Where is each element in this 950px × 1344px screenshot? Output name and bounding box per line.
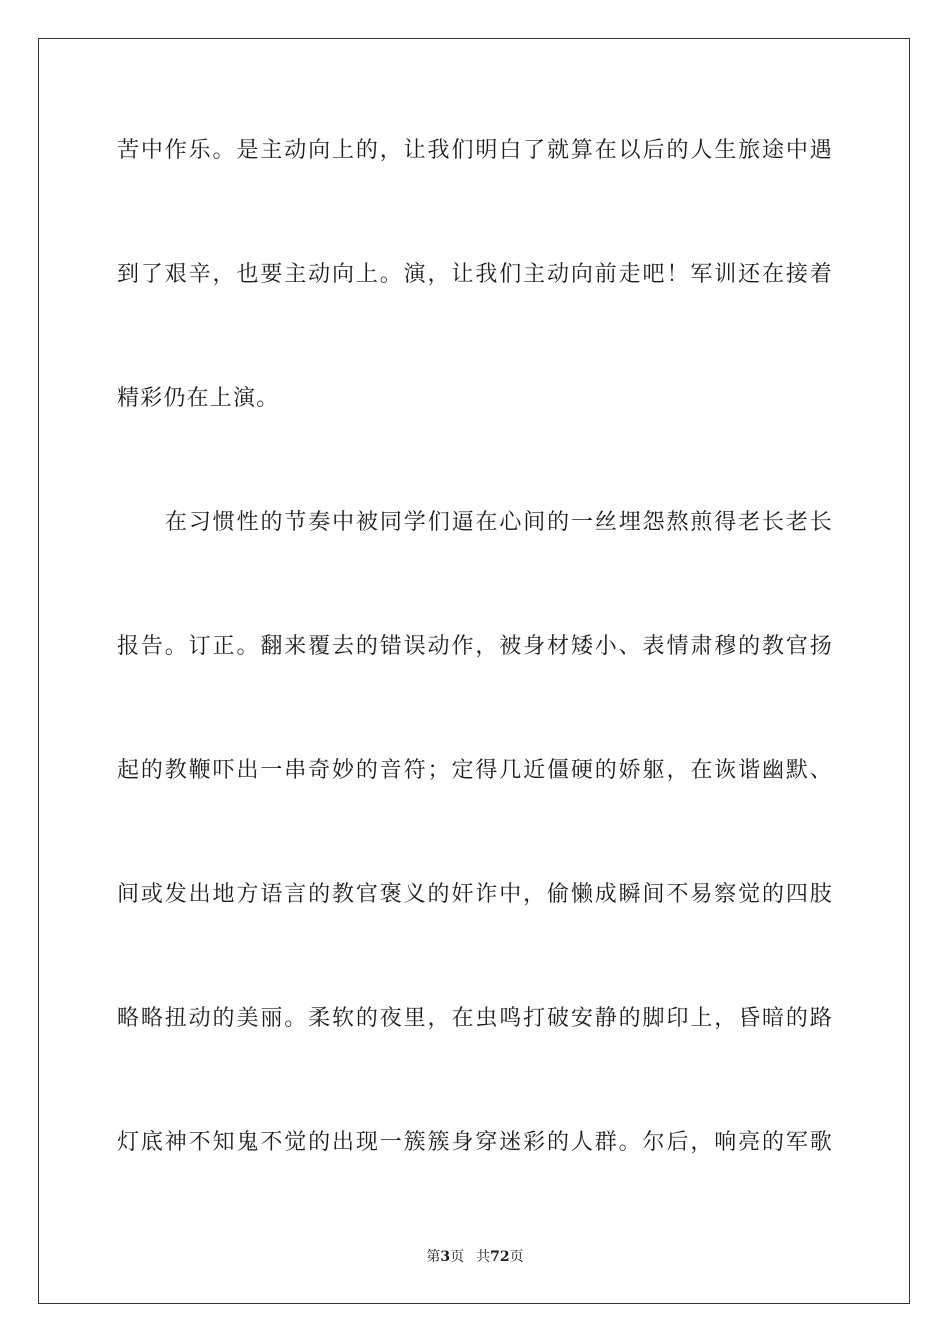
body-text-line: 在习惯性的节奏中被同学们逼在心间的一丝埋怨熬煎得老长老长 xyxy=(165,510,833,535)
body-text-line: 苦中作乐。是主动向上的，让我们明白了就算在以后的人生旅途中遇 xyxy=(117,138,833,163)
total-suffix: 页 xyxy=(509,1249,524,1265)
body-text-line: 精彩仍在上演。 xyxy=(117,386,280,411)
total-pages: 72 xyxy=(490,1249,510,1265)
body-text-line: 起的教鞭吓出一串奇妙的音符；定得几近僵硬的娇躯，在诙谐幽默、 xyxy=(117,758,833,783)
body-text-line: 灯底神不知鬼不觉的出现一簇簇身穿迷彩的人群。尔后，响亮的军歌 xyxy=(117,1130,833,1155)
page-footer xyxy=(0,1247,950,1267)
page-suffix: 页 xyxy=(450,1249,465,1265)
page-prefix: 第 xyxy=(426,1249,441,1265)
total-prefix: 共 xyxy=(476,1249,491,1265)
body-text-line: 到了艰辛，也要主动向上。演，让我们主动向前走吧！军训还在接着 xyxy=(117,262,833,287)
page-border xyxy=(38,38,910,1304)
page-number: 3 xyxy=(440,1249,451,1265)
body-text-line: 报告。订正。翻来覆去的错误动作，被身材矮小、表情肃穆的教官扬 xyxy=(117,634,833,659)
body-text-line: 间或发出地方语言的教官褒义的奸诈中，偷懒成瞬间不易察觉的四肢 xyxy=(117,882,833,907)
body-text-line: 略略扭动的美丽。柔软的夜里，在虫鸣打破安静的脚印上，昏暗的路 xyxy=(117,1006,833,1031)
